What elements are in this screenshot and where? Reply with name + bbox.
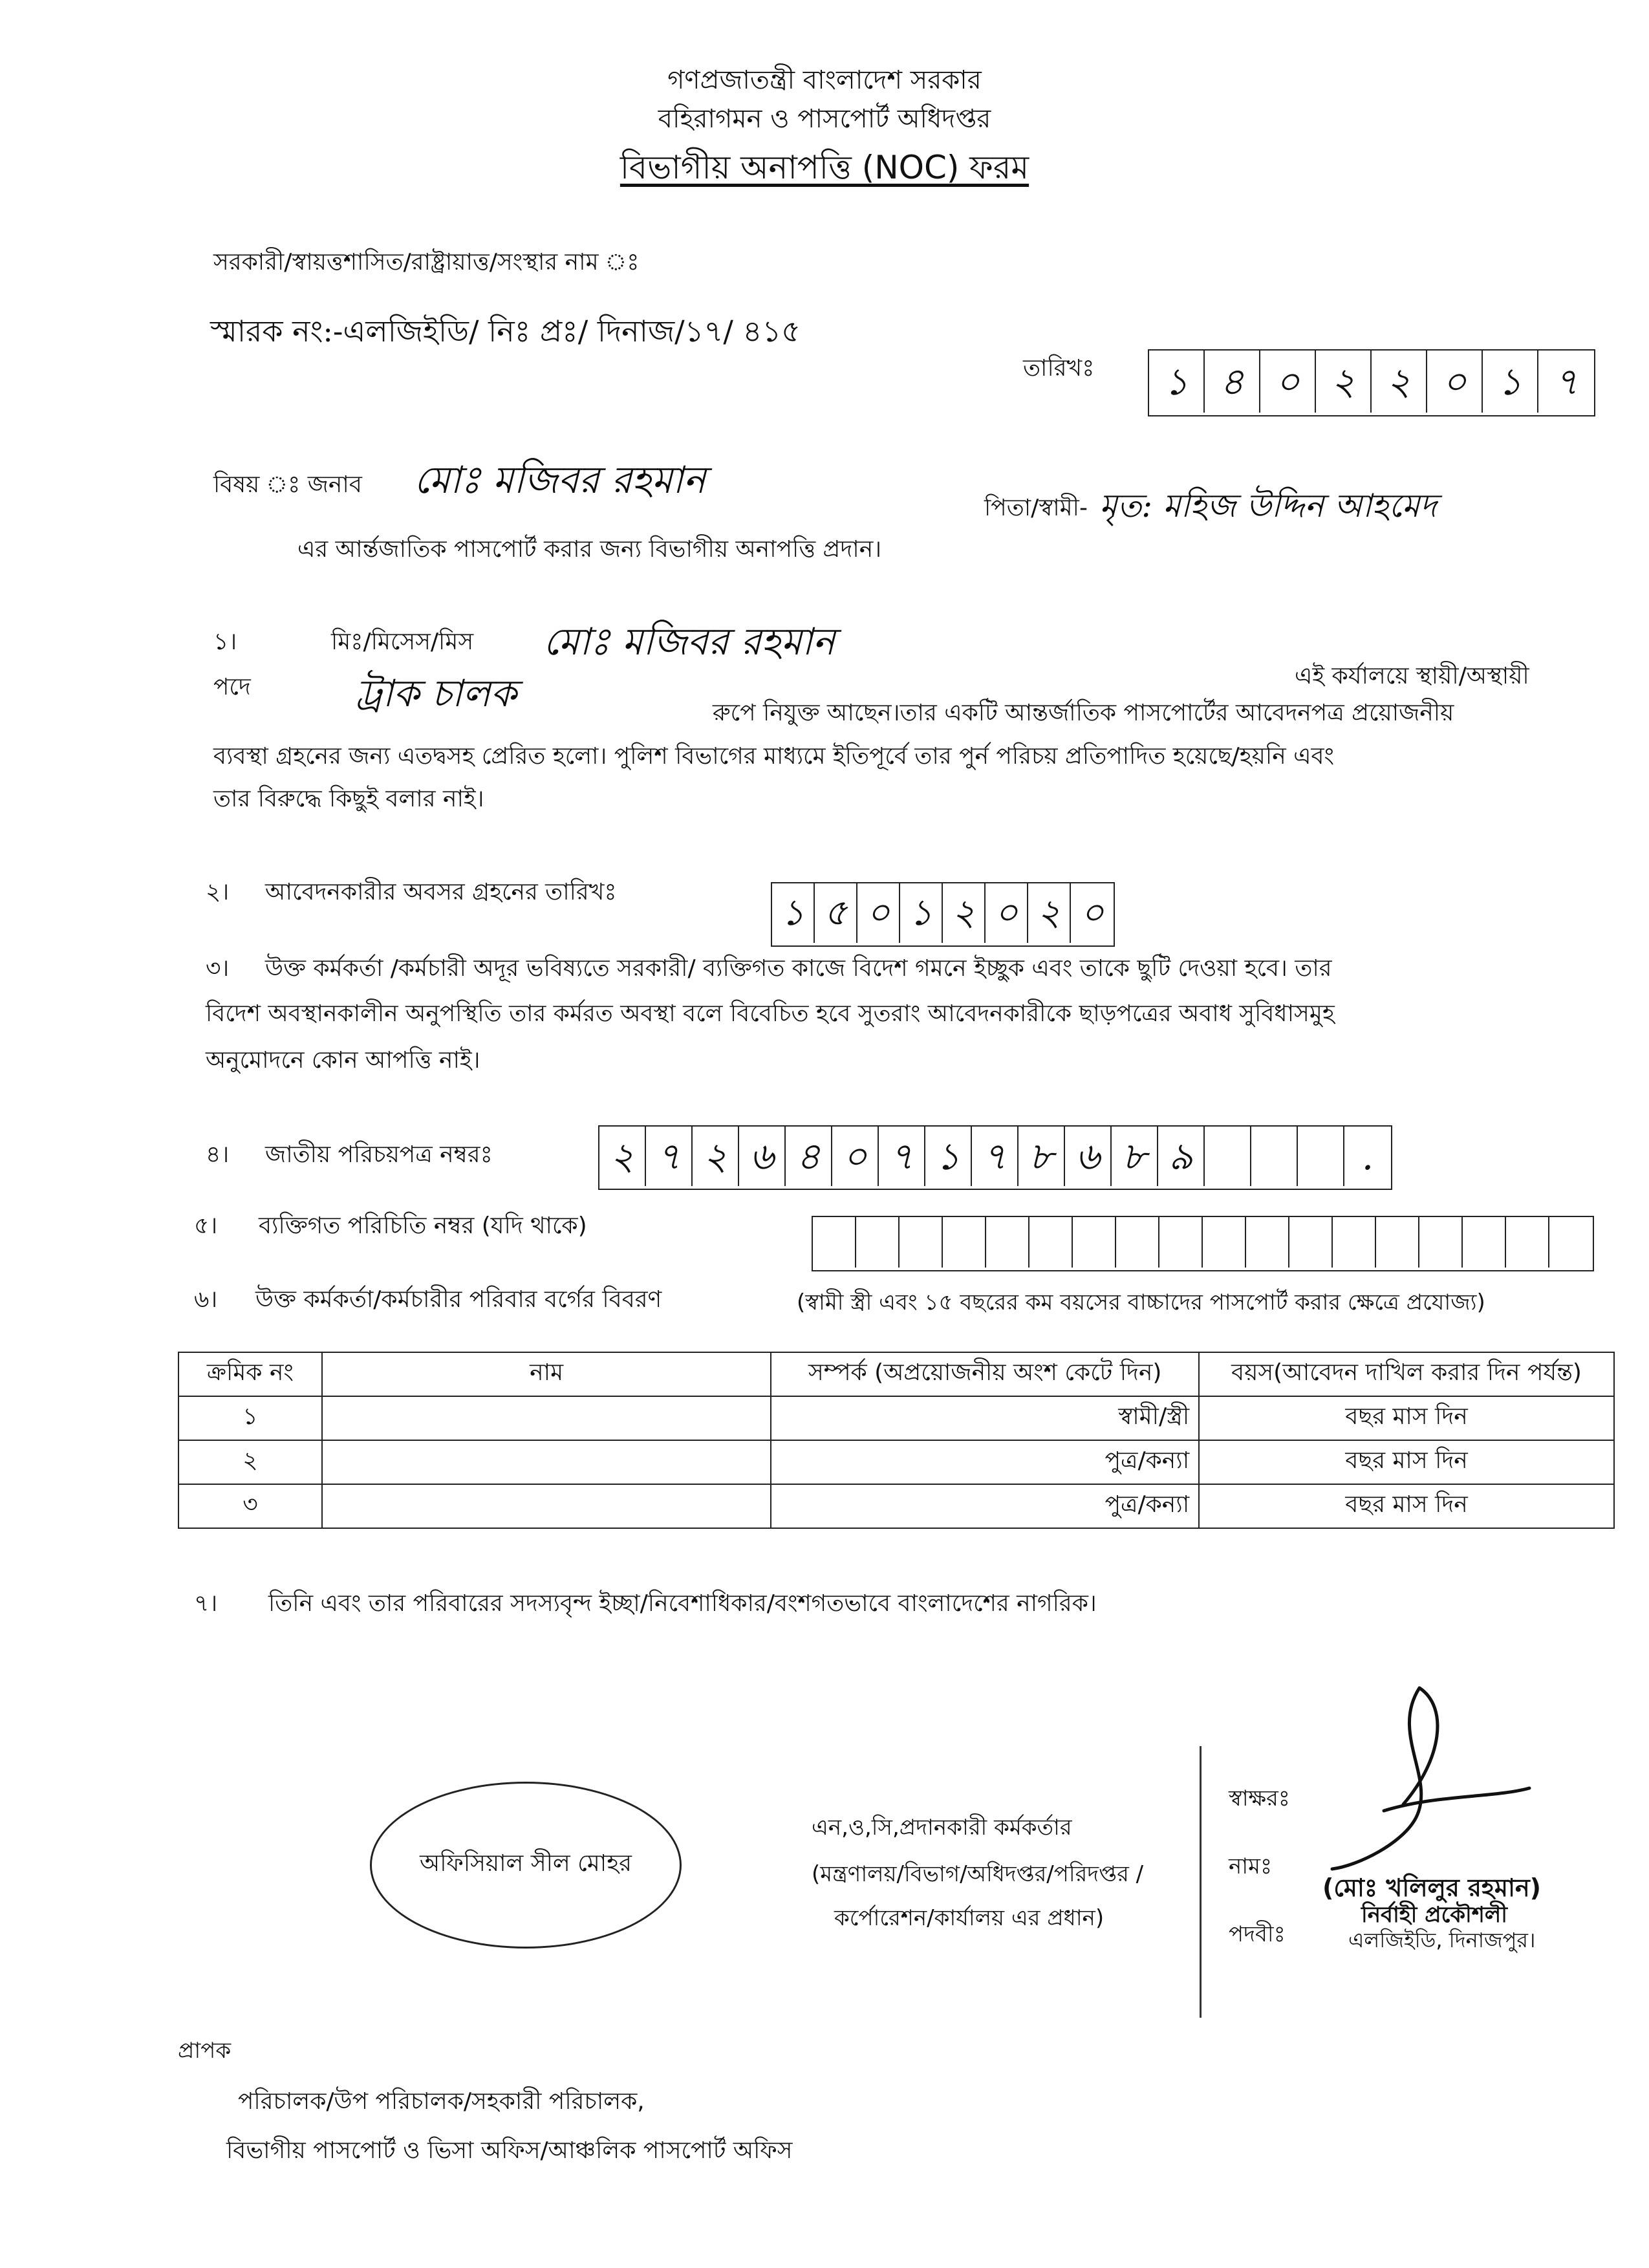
- applicant-name: মোঃ মজিবর রহমান: [414, 458, 706, 502]
- digit-box: [943, 1217, 986, 1268]
- recipient-label: প্রাপক: [178, 2038, 232, 2064]
- row-name: [322, 1396, 771, 1440]
- row-serial: ১: [178, 1396, 322, 1440]
- row-serial: ২: [178, 1440, 322, 1484]
- officer-post: এলজিইডি, দিনাজপুর।: [1348, 1928, 1536, 1952]
- item1-line3: তার বিরুদ্ধে কিছুই বলার নাই।: [213, 786, 484, 812]
- sign-label: স্বাক্ষরঃ: [1229, 1786, 1290, 1811]
- header-age: বয়স(আবেদন দাখিল করার দিন পর্যন্ত): [1199, 1352, 1614, 1396]
- item1-post: ট্রাক চালক: [356, 671, 517, 715]
- item3-line3: অনুমোদনে কোন আপত্তি নাই।: [206, 1047, 480, 1074]
- digit-box: ৭: [879, 1127, 925, 1186]
- digit-box: ৪: [1205, 351, 1260, 413]
- row-relation: স্বামী/স্ত্রী: [771, 1396, 1199, 1440]
- digit-box: [1333, 1217, 1376, 1268]
- digit-box: [813, 1217, 856, 1268]
- digit-box: ২: [943, 883, 986, 943]
- digit-box: ২: [1316, 351, 1372, 413]
- father-name: মৃত: মহিজ উদ্দিন আহমেদ: [1099, 487, 1437, 524]
- item1-number: ১।: [213, 629, 237, 655]
- digit-box: ৭: [1554, 360, 1579, 404]
- item4-number: ৪।: [206, 1141, 230, 1168]
- header-serial: ক্রমিক নং: [178, 1352, 322, 1396]
- department-header: বহিরাগমন ও পাসপোর্ট অধিদপ্তর: [658, 104, 991, 134]
- memo-date-boxes: [1148, 349, 1595, 416]
- item3-number: ৩।: [206, 955, 230, 982]
- digit-box: ৬: [1065, 1127, 1112, 1186]
- digit-box: ২: [693, 1127, 739, 1186]
- digit-box: ৪: [786, 1127, 832, 1186]
- digit-box: ৯: [1158, 1127, 1205, 1186]
- row-name: [322, 1484, 771, 1528]
- officer-name: (মোঃ খলিলুর রহমান): [1322, 1874, 1542, 1902]
- officer-designation: নির্বাহী প্রকৌশলী: [1361, 1902, 1507, 1928]
- item6-label: উক্ত কর্মকর্তা/কর্মচারীর পরিবার বর্গের বিবরণ: [255, 1286, 662, 1313]
- row-age: বছর মাস দিন: [1199, 1440, 1614, 1484]
- digit-box: ৬: [739, 1127, 786, 1186]
- digit-box: ৭: [972, 1127, 1018, 1186]
- digit-box: [1246, 1217, 1289, 1268]
- govt-header: গণপ্রজাতন্ত্রী বাংলাদেশ সরকার: [667, 65, 982, 95]
- item1-line2: ব্যবস্থা গ্রহনের জন্য এতদ্বসহ প্রেরিত হলো। পুলিশ বিভাগের মাধ্যমে ইতিপূর্বে তার পুর্ন পরিচয় প্রতিপাদিত হয়েছে/হয়নি এবং: [213, 743, 1335, 770]
- official-seal: [370, 1782, 682, 1949]
- noc-officer-line1: এন,ও,সি,প্রদানকারী কর্মকর্তার: [812, 1815, 1072, 1841]
- item1-title-label: মিঃ/মিসেস/মিস: [331, 629, 474, 655]
- row-relation: পুত্র/কন্যা: [771, 1484, 1199, 1528]
- digit-box: ৭: [646, 1127, 693, 1186]
- digit-box: ১: [1483, 351, 1538, 413]
- digit-box: ১: [925, 1127, 972, 1186]
- noc-officer-line2: (মন্ত্রণালয়/বিভাগ/অধিদপ্তর/পরিদপ্তর /: [812, 1861, 1144, 1887]
- digit-box: ৮: [1112, 1127, 1158, 1186]
- family-table-header: [178, 1352, 1614, 1396]
- form-title: বিভাগীয় অনাপত্তি (NOC) ফরম: [620, 149, 1029, 186]
- row-age: বছর মাস দিন: [1199, 1484, 1614, 1528]
- digit-box: ২: [1028, 883, 1071, 943]
- item7-text: তিনি এবং তার পরিবারের সদস্যবৃন্দ ইচ্ছা/নিবেশাধিকার/বংশগতভাবে বাংলাদেশের নাগরিক।: [268, 1590, 1097, 1617]
- table-row: [178, 1484, 1614, 1528]
- digit-box: ২: [599, 1127, 646, 1186]
- table-row: [178, 1396, 1614, 1440]
- date-label: তারিখঃ: [1023, 355, 1095, 382]
- post-label: পদবীঃ: [1229, 1921, 1286, 1947]
- row-name: [322, 1440, 771, 1484]
- digit-box: [1549, 1217, 1593, 1268]
- signature-icon: [1306, 1681, 1539, 1875]
- digit-box: ০: [1080, 892, 1105, 934]
- item5-number: ৫।: [194, 1213, 218, 1239]
- item3-line2: বিদেশ অবস্থানকালীন অনুপস্থিতি তার কর্মরত অবস্থা বলে বিবেচিত হবে সুতরাং আবেদনকারীকে ছাড়পত্রের অবাধ সুবিধাসমুহ: [206, 1000, 1335, 1027]
- item2-label: আবেদনকারীর অবসর গ্রহনের তারিখঃ: [265, 879, 617, 905]
- item2-number: ২।: [206, 879, 230, 905]
- family-table: [178, 1352, 1615, 1529]
- digit-box: ১: [772, 883, 815, 943]
- father-label: পিতা/স্বামী-: [984, 495, 1088, 521]
- row-age: বছর মাস দিন: [1199, 1396, 1614, 1440]
- item6-number: ৬।: [194, 1286, 218, 1313]
- item1-text: রুপে নিযুক্ত আছেন।তার একটি আন্তর্জাতিক পাসপোর্টের আবেদনপত্র প্রয়োজনীয়: [713, 700, 1454, 726]
- digit-box: [1203, 1217, 1246, 1268]
- digit-box: [1419, 1217, 1463, 1268]
- digit-box: [1073, 1217, 1116, 1268]
- memo-number: স্মারক নং:-এলজিইডি/ নিঃ প্রঃ/ দিনাজ/১৭/ ৪১৫: [210, 314, 801, 349]
- digit-box: [1463, 1217, 1506, 1268]
- name-label: নামঃ: [1229, 1853, 1273, 1879]
- digit-box: ৫: [815, 883, 857, 943]
- digit-box: ২: [1372, 351, 1427, 413]
- item1-post-label: পদে: [213, 674, 251, 700]
- digit-box: [1029, 1217, 1073, 1268]
- seal-text: অফিসিয়াল সীল মোহর: [420, 1850, 632, 1877]
- digit-box: [1251, 1127, 1298, 1186]
- digit-box: ৮: [1018, 1127, 1065, 1186]
- item1-office: এই কর্যালয়ে স্থায়ী/অস্থায়ী: [1295, 663, 1529, 689]
- digit-box: ০: [1260, 351, 1316, 413]
- item1-name: মোঃ মজিবর রহমান: [543, 620, 835, 664]
- recipient-line2: বিভাগীয় পাসপোর্ট ও ভিসা অফিস/আঞ্চলিক পাসপোর্ট অফিস: [226, 2137, 793, 2164]
- digit-box: [900, 1217, 943, 1268]
- digit-box: ১: [900, 883, 943, 943]
- digit-box: [986, 1217, 1029, 1268]
- digit-box: [1298, 1127, 1344, 1186]
- recipient-line1: পরিচালক/উপ পরিচালক/সহকারী পরিচালক,: [238, 2088, 645, 2115]
- item7-number: ৭।: [194, 1590, 218, 1617]
- item3-line1: উক্ত কর্মকর্তা /কর্মচারী অদূর ভবিষ্যতে সরকারী/ ব্যক্তিগত কাজে বিদেশ গমনে ইচ্ছুক এবং তাকে ছুটি দেওয়া হবে। তার: [265, 955, 1332, 982]
- nid-number-boxes: [598, 1125, 1392, 1190]
- personal-id-boxes: [812, 1216, 1594, 1271]
- digit-box: [1159, 1217, 1203, 1268]
- retirement-date-boxes: [771, 882, 1115, 947]
- item5-label: ব্যক্তিগত পরিচিতি নম্বর (যদি থাকে): [259, 1213, 587, 1239]
- digit-box: [1205, 1127, 1251, 1186]
- divider-line: [1200, 1746, 1202, 2018]
- digit-box: ০: [986, 883, 1028, 943]
- item4-label: জাতীয় পরিচয়পত্র নম্বরঃ: [265, 1141, 493, 1168]
- digit-box: ০: [832, 1127, 879, 1186]
- row-relation: পুত্র/কন্যা: [771, 1440, 1199, 1484]
- digit-box: [1116, 1217, 1159, 1268]
- table-row: [178, 1440, 1614, 1484]
- org-name-label: সরকারী/স্বায়ত্তশাসিত/রাষ্ট্রায়াত্ত/সংস্থার নাম ঃ: [213, 249, 640, 275]
- digit-box: [1506, 1217, 1549, 1268]
- digit-box: ০: [1427, 351, 1483, 413]
- subject-label: বিষয় ঃ জনাব: [213, 471, 362, 498]
- noc-officer-line3: কর্পোরেশন/কার্যালয় এর প্রধান): [834, 1905, 1105, 1931]
- digit-box: ১: [1149, 351, 1205, 413]
- header-name: নাম: [322, 1352, 771, 1396]
- row-serial: ৩: [178, 1484, 322, 1528]
- digit-box: [856, 1217, 900, 1268]
- digit-box: ০: [857, 883, 900, 943]
- digit-box: [1376, 1217, 1419, 1268]
- header-relation: সম্পর্ক (অপ্রয়োজনীয় অংশ কেটে দিন): [771, 1352, 1199, 1396]
- item6-note: (স্বামী স্ত্রী এবং ১৫ বছরের কম বয়সের বাচ্চাদের পাসপোর্ট করার ক্ষেত্রে প্রযোজ্য): [797, 1290, 1485, 1315]
- digit-box: [1289, 1217, 1333, 1268]
- subject-line: এর আর্ন্তজাতিক পাসপোর্ট করার জন্য বিভাগীয় অনাপত্তি প্রদান।: [297, 536, 882, 563]
- digit-box: .: [1361, 1134, 1374, 1178]
